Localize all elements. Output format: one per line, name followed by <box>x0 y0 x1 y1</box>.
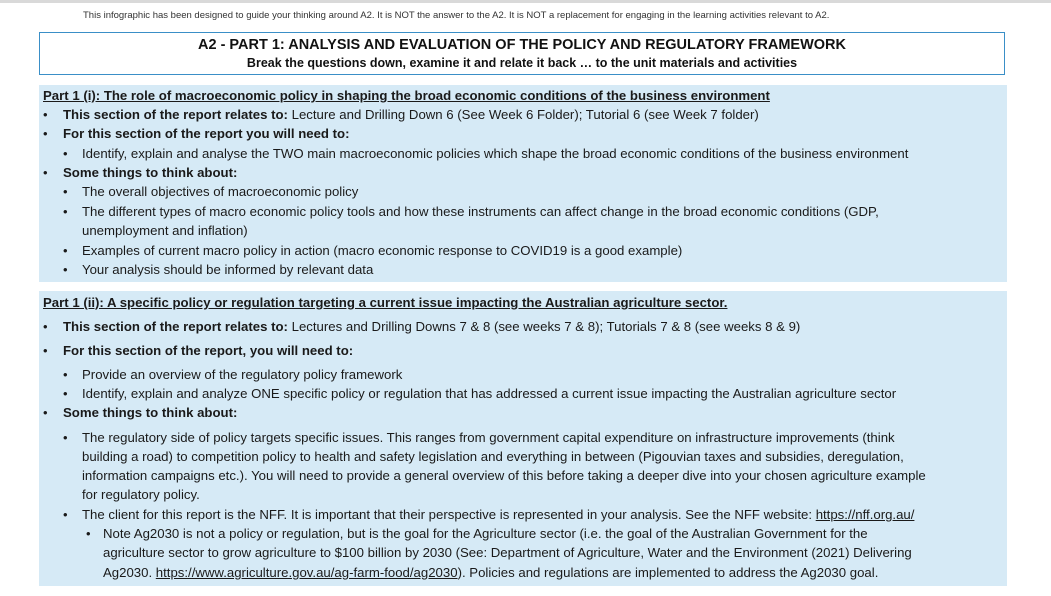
part1-think-2a: The different types of macro economic policy tools and how these instruments can affect change in the broad economic conditions (GDP, <box>82 204 879 219</box>
bullet-icon: • <box>63 146 68 161</box>
part1-heading: Part 1 (i): The role of macroeconomic policy in shaping the broad economic conditions of the business environment <box>43 88 770 103</box>
part2-reg-4: for regulatory policy. <box>82 487 200 502</box>
bullet-icon: • <box>43 107 48 122</box>
part2-relates: This section of the report relates to: Lectures and Drilling Downs 7 & 8 (see weeks 7 & 8); Tutorials 7 & 8 (see weeks 8 & 9) <box>63 319 801 334</box>
part2-note-3: Ag2030. https://www.agriculture.gov.au/ag-farm-food/ag2030). Policies and regulations are implemented to address the Ag2030 goal. <box>103 565 879 580</box>
bullet-icon: • <box>63 243 68 258</box>
bullet-icon: • <box>63 430 68 445</box>
part2-need-label: For this section of the report, you will need to: <box>63 343 354 358</box>
part2-client: The client for this report is the NFF. It is important that their perspective is represented in your analysis. See the NFF website: https://nff.org.au/ <box>82 507 915 522</box>
page-title: A2 - PART 1: ANALYSIS AND EVALUATION OF THE POLICY AND REGULATORY FRAMEWORK <box>198 37 846 53</box>
bullet-icon: • <box>63 204 68 219</box>
bullet-icon: • <box>63 386 68 401</box>
part1-need-item: Identify, explain and analyse the TWO main macroeconomic policies which shape the broad economic conditions of the business environment <box>82 146 909 161</box>
part2-think-label: Some things to think about: <box>63 405 238 420</box>
part2-reg-3: information campaigns etc.). You will need to provide a general overview of this before taking a deeper dive into your chosen agriculture example <box>82 468 926 483</box>
ag2030-link[interactable]: https://www.agriculture.gov.au/ag-farm-food/ag2030 <box>155 565 458 580</box>
bullet-icon: • <box>63 262 68 277</box>
part1-think-3: Examples of current macro policy in action (macro economic response to COVID19 is a good example) <box>82 243 683 258</box>
part2-note-2: agriculture sector to grow agriculture to $100 billion by 2030 (See: Department of Agriculture, Water and the Environment (2021) Delivering <box>103 545 912 560</box>
bullet-icon: • <box>43 343 48 358</box>
nff-website-link[interactable]: https://nff.org.au/ <box>815 507 915 522</box>
header-box <box>39 32 1005 75</box>
part2-reg-1: The regulatory side of policy targets specific issues. This ranges from government capital expenditure on infrastructure improvements (think <box>82 430 895 445</box>
bullet-icon: • <box>43 165 48 180</box>
bullet-icon: • <box>63 507 68 522</box>
part2-heading: Part 1 (ii): A specific policy or regulation targeting a current issue impacting the Australian agriculture sector. <box>43 295 728 310</box>
part1-think-4: Your analysis should be informed by relevant data <box>82 262 374 277</box>
part2-reg-2: building a road) to competition policy to health and safety legislation and everything in between (Pigouvian taxes and subsidies, deregulation, <box>82 449 904 464</box>
bullet-icon: • <box>86 526 91 541</box>
part1-think-2b: unemployment and inflation) <box>82 223 248 238</box>
part2-need-2: Identify, explain and analyze ONE specific policy or regulation that has addressed a current issue impacting the Australian agriculture sector <box>82 386 897 401</box>
bullet-icon: • <box>43 126 48 141</box>
bullet-icon: • <box>43 405 48 420</box>
part2-need-1: Provide an overview of the regulatory policy framework <box>82 367 403 382</box>
part1-think-1: The overall objectives of macroeconomic policy <box>82 184 359 199</box>
disclaimer-notice: This infographic has been designed to guide your thinking around A2. It is NOT the answer to the A2. It is NOT a replacement for engaging in the learning activities relevant to A2. <box>83 10 830 21</box>
part1-relates: This section of the report relates to: Lecture and Drilling Down 6 (See Week 6 Folder); Tutorial 6 (see Week 7 folder) <box>63 107 759 122</box>
part2-note-1: Note Ag2030 is not a policy or regulation, but is the goal for the Agriculture sector (i.e. the goal of the Australian Government for the <box>103 526 868 541</box>
part2-section <box>39 291 1007 586</box>
top-edge-divider <box>0 0 1051 3</box>
bullet-icon: • <box>63 184 68 199</box>
bullet-icon: • <box>63 367 68 382</box>
part1-think-label: Some things to think about: <box>63 165 238 180</box>
page-subtitle: Break the questions down, examine it and relate it back … to the unit materials and activities <box>246 56 798 70</box>
bullet-icon: • <box>43 319 48 334</box>
part1-need-label: For this section of the report you will need to: <box>63 126 350 141</box>
part1-section <box>39 85 1007 282</box>
